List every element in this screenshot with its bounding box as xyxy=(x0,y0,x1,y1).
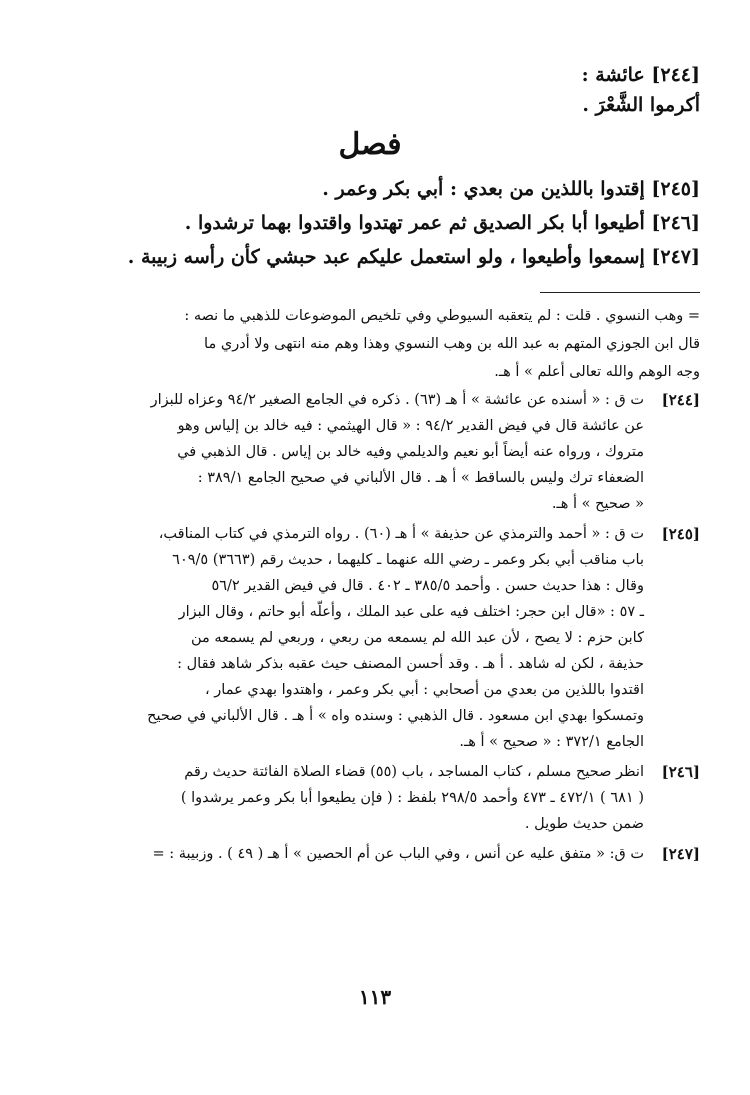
footnote-number: [٢٤٧] xyxy=(661,845,700,863)
footnote-line: وجه الوهم والله تعالى أعلم » أ هـ. xyxy=(494,364,700,380)
footnote-247 xyxy=(40,841,700,867)
footnote-text xyxy=(40,841,644,867)
footnote-line: وقال : هذا حديث حسن . وأحمد ٣٨٥/٥ ـ ٤٠٢ . قال في فيض القدير ٥٦/٢ xyxy=(211,578,644,594)
footnote-line: حذيفة ، لكن له شاهد . أ هـ . وقد أحسن المصنف حيث عقبه بذكر شاهد فقال : xyxy=(177,656,644,672)
footnote-line: باب مناقب أبي بكر وعمر ـ رضي الله عنهما ـ كليهما ، حديث رقم (٣٦٦٣) ٦٠٩/٥ xyxy=(172,552,644,568)
footnote-line: ت ق : « أسنده عن عائشة » أ هـ (٦٣) . ذكره في الجامع الصغير ٩٤/٢ وعزاه للبزار xyxy=(150,392,644,408)
footnote-line: = وهب النسوي . قلت : لم يتعقبه السيوطي وفي تلخيص الموضوعات للذهبي ما نصه : xyxy=(184,308,700,324)
footnote-245 xyxy=(40,521,700,755)
entry-244-text: أكرموا الشَّعْرَ . xyxy=(582,94,700,116)
footnote-text xyxy=(40,521,644,755)
footnote-line: ( ٦٨١ ) ٤٧٢/١ ـ ٤٧٣ وأحمد ٢٩٨/٥ بلفظ : ( فإن يطيعوا أبا بكر وعمر يرشدوا ) xyxy=(180,790,644,806)
footnote-separator xyxy=(540,292,700,293)
footnote-line: اقتدوا باللذين من بعدي من أصحابي : أبي بكر وعمر ، واهتدوا بهدي عمار ، xyxy=(204,682,644,698)
footnote-line: عن عائشة قال في فيض القدير ٩٤/٢ : « قال الهيثمي : فيه خالد بن إلياس وهو xyxy=(177,418,644,434)
footnote-line: الضعفاء ترك وليس بالساقط » أ هـ . قال الألباني في صحيح الجامع ٣٨٩/١ : xyxy=(197,470,644,486)
entry-245: [٢٤٥] إقتدوا باللذين من بعدي : أبي بكر وعمر . xyxy=(322,178,700,200)
footnote-246 xyxy=(40,759,700,837)
footnote-line: كابن حزم : لا يصح ، لأن عبد الله لم يسمعه من ربعي ، وربعي لم يسمعه من xyxy=(191,630,644,646)
footnote-line: ت ق: « متفق عليه عن أنس ، وفي الباب عن أم الحصين » أ هـ ( ٤٩ ) . وزبيبة : = xyxy=(152,846,644,862)
footnote-line: « صحيح » أ هـ. xyxy=(551,496,644,512)
footnote-line: وتمسكوا بهدي ابن مسعود . قال الذهبي : وسنده واه » أ هـ . قال الألباني في صحيح xyxy=(147,708,644,724)
footnote-number: [٢٤٤] xyxy=(661,391,700,409)
footnote-line: ـ ٥٧ : «قال ابن حجر: اختلف فيه على عبد الملك ، وأعلّه أبو حاتم ، وقال البزار xyxy=(178,604,644,620)
footnote-line: ضمن حديث طويل . xyxy=(524,816,644,832)
footnote-line: قال ابن الجوزي المتهم به عبد الله بن وهب النسوي وهذا وهم منه انتهى ولا أدري ما xyxy=(204,336,700,352)
entry-247: [٢٤٧] إسمعوا وأطيعوا ، ولو استعمل عليكم عبد حبشي كأن رأسه زبيبة . xyxy=(127,246,700,268)
footnote-line: انظر صحيح مسلم ، كتاب المساجد ، باب (٥٥) قضاء الصلاة الفائتة حديث رقم xyxy=(184,764,644,780)
footnote-line: ت ق : « أحمد والترمذي عن حذيفة » أ هـ (٦٠) . رواه الترمذي في كتاب المناقب، xyxy=(158,526,644,542)
entry-244-head: [٢٤٤] عائشة : xyxy=(581,64,700,86)
footnote-244 xyxy=(40,387,700,517)
footnote-number: [٢٤٦] xyxy=(661,763,700,781)
page-number: ١١٣ xyxy=(358,985,392,1009)
footnote-line: متروك ، ورواه عنه أيضاً أبو نعيم والديلمي وفيه خالد بن إياس . قال الذهبي في xyxy=(177,444,644,460)
footnote-continuation xyxy=(40,303,700,385)
document-page xyxy=(40,60,700,871)
footnote-text xyxy=(40,387,644,517)
entry-246: [٢٤٦] أطيعوا أبا بكر الصديق ثم عمر تهتدوا واقتدوا بهما ترشدوا . xyxy=(184,212,700,234)
footnote-line: الجامع ٣٧٢/١ : « صحيح » أ هـ. xyxy=(459,734,644,750)
section-heading: فصل xyxy=(338,127,402,162)
footnote-number: [٢٤٥] xyxy=(661,525,700,543)
footnote-text xyxy=(40,759,644,837)
